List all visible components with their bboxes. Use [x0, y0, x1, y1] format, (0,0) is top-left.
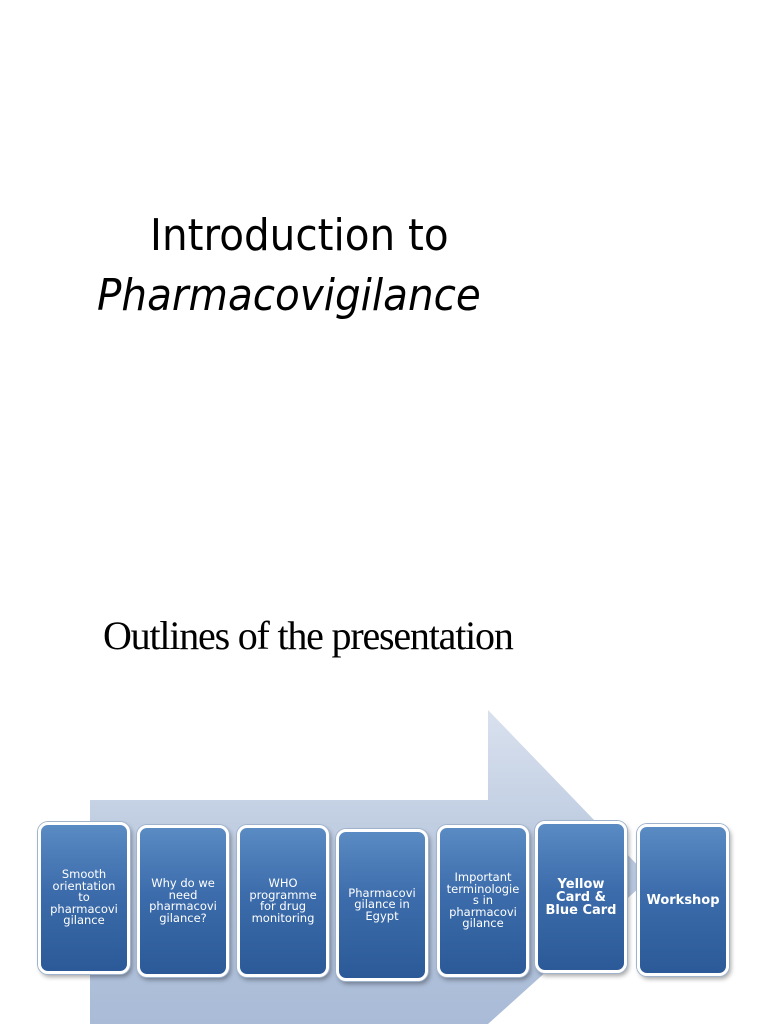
step-label: Pharmacovi gilance in Egypt [348, 885, 416, 923]
step-label: Why do we need pharmacovi gilance? [149, 876, 217, 925]
step-smooth-orientation [38, 822, 130, 974]
title-line-2: Pharmacovigilance [97, 270, 481, 321]
step-label: Smooth orientation to pharmacovi gilance [50, 867, 118, 928]
step-yellow-blue-card [535, 821, 627, 973]
step-why-pharmacovigilance [137, 825, 229, 977]
step-important-terminologies [437, 825, 529, 977]
step-pharmacovigilance-egypt [336, 829, 428, 981]
step-label: WHO programme for drug monitoring [249, 876, 317, 925]
step-who-programme [237, 825, 329, 977]
title-line-1: Introduction to [150, 210, 449, 261]
step-label: Important terminologie s in pharmacovi gilance [446, 870, 520, 931]
step-workshop [637, 824, 729, 976]
step-label: Workshop [646, 892, 720, 908]
step-label: Yellow Card & Blue Card [545, 876, 617, 918]
outline-heading: Outlines of the presentation [103, 613, 513, 658]
